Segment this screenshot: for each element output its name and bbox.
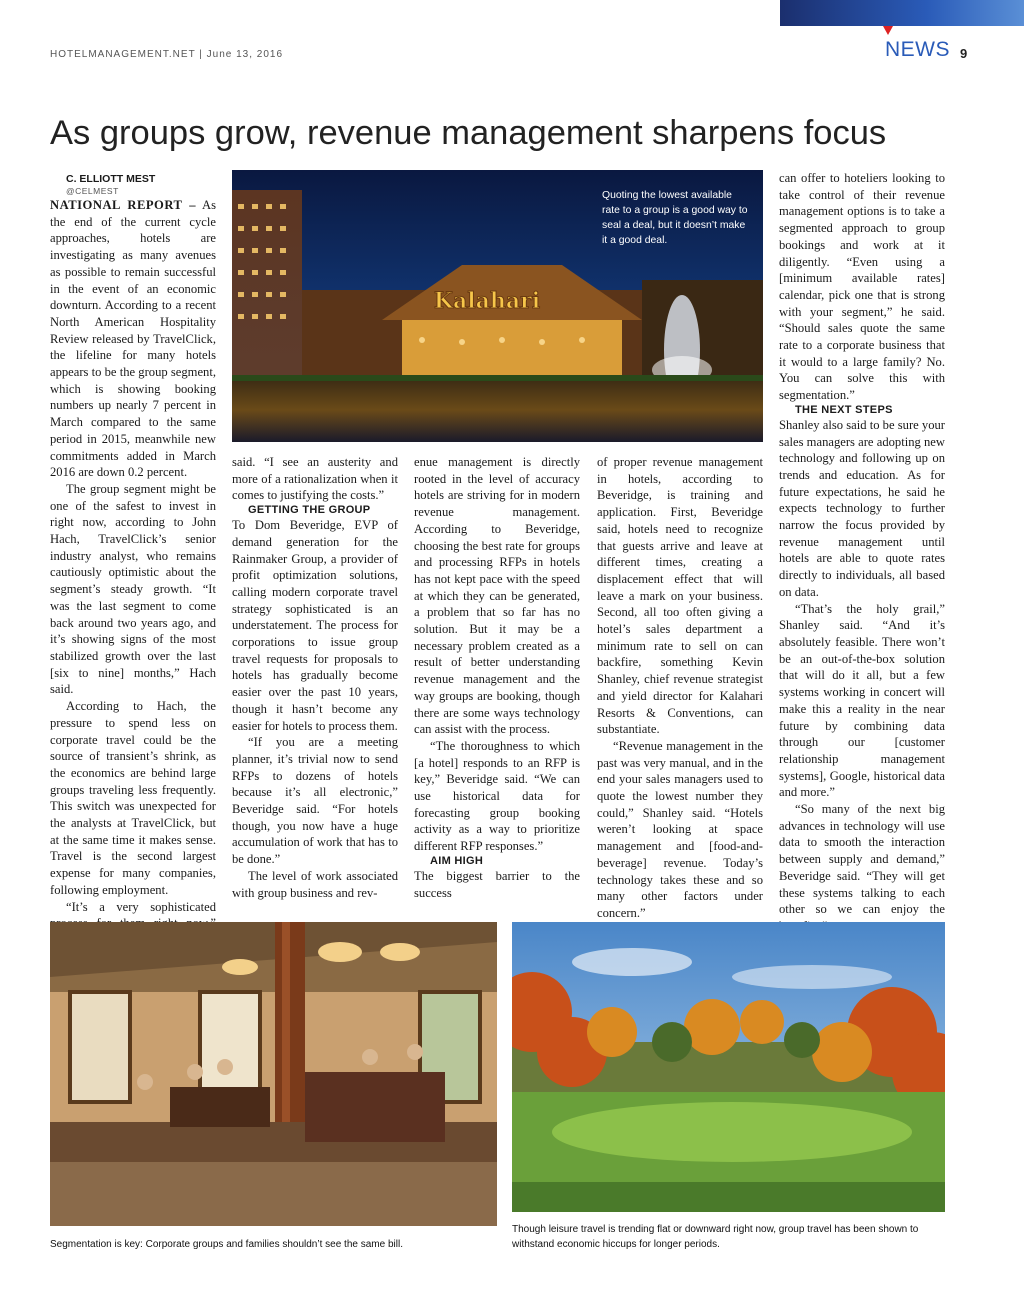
article-column-1 (50, 173, 216, 949)
paragraph: can offer to hoteliers looking to take control of their revenue management options is to take a segmented approach to group bookings and work at it diligently. “Even using a [minimum available rates] calendar, pick one that is strong with your segment,” he said. “Should sales quote the same rate to a corporate business that it would to a large family? No. You can solve this with segmentation.” (779, 171, 945, 403)
lounge-photo-image (50, 922, 497, 1226)
paragraph: To Dom Beveridge, EVP of demand generation for the Rainmaker Group, a provider of profit optimization solutions, calling modern corporate travel strategy sophisticated is an understatement. The process for corporations to issue group travel requests for proposals to hotels has gradually become easier over the past 10 years, though it hasn’t become any easier for hotels to process them. (232, 518, 398, 733)
paragraph: “The thoroughness to which [a hotel] responds to an RFP is key,” Beveridge said. “We can use historical data for forecasting group booking activity as a way to prioritize different RFP responses.” (414, 738, 580, 854)
section-label: NEWS (885, 38, 950, 61)
article-column-3 (414, 454, 580, 901)
dateline: NATIONAL REPORT – (50, 198, 197, 212)
paragraph: According to Hach, the pressure to spend less on corporate travel could be the source of transient’s shrink, as the economics are behind large groups traveling less frequently. This switch was unexpected for the analysts at TravelClick, but at the same time it makes sense. Travel is the second largest expense for many companies, following employment. (50, 699, 216, 897)
paragraph (779, 801, 945, 937)
closing-text: “So many of the next big advances in technology will use data to smooth the interaction between supply and demand,” Beveridge said. “They will get these systems talking to each other so we can enjoy the (779, 802, 945, 917)
lead-text: As the end of the current cycle approaches, hotels are investigating as many avenues as possible to remain successful in the event of an economic downturn. According to a recent North American Hospitality Review released by TravelClick, the lifeline for many hotels appears to be the group segment, which is showing booking numbers up nearly 7 percent in March compared to the same period in 2015, meanwhile new commitments added in March 2016 are down 0.2 percent. (50, 198, 216, 480)
lounge-photo-caption: Segmentation is key: Corporate groups and families shouldn’t see the same bill. (50, 1239, 403, 1250)
golf-photo-caption: Though leisure travel is trending flat or downward right now, group travel has been shown to withstand economic hiccups for longer periods. (512, 1224, 919, 1250)
golf-photo (512, 922, 945, 1212)
lead-paragraph (50, 197, 216, 481)
paragraph: enue management is directly rooted in the level of accuracy hotels are striving for in modern revenue management. According to Beveridge, choosing the best rate for groups and processing RFPs in hotels has not kept pace with the speed at which they can be generated, a problem that so far has no solution. But it may be a necessary problem created as a result of better understanding revenue management and the way groups are booking, though there are some ways technology can assist with the process. (414, 455, 580, 737)
golf-photo-image (512, 922, 945, 1212)
paragraph: The group segment might be one of the safest to invest in right now, according to John Hach, TravelClick’s senior industry analyst, who remains cautiously optimistic about the segment’s steady growth. “It was the last segment to come back around two years ago, and it’s showing signs of the most stabilized growth over the last [six to nine] months,” Hach said. (50, 481, 216, 697)
paragraph: “That’s the holy grail,” Shanley said. “And it’s absolutely feasible. There won’t be an out-of-the-box solution that will do it all, but a few systems working in concert will make this a reality in the near future by combining data through our [customer relationship management systems], Google, historical data and more.” (779, 601, 945, 800)
paragraph: “Revenue management in the past was very manual, and in the end your sales managers used to quote the lowest number they could,” Shanley said. “Hotels weren’t looking at space management and [food-and-beverage] revenue. Today’s technology takes these and so many other factors under concern.” (597, 738, 763, 920)
folio-line: HOTELMANAGEMENT.NET | June 13, 2016 (50, 49, 284, 60)
kalahari-sign: Kalahari (433, 288, 541, 314)
header-color-band (780, 0, 1024, 26)
page-number: 9 (960, 46, 968, 61)
article-headline: As groups grow, revenue management sharpens focus (50, 114, 887, 152)
section-marker-icon (883, 26, 893, 35)
subhead-getting-the-group: GETTING THE GROUP (248, 504, 371, 517)
paragraph: “It’s a very sophisticated (66, 899, 216, 914)
paragraph: of proper revenue management in hotels, according to Beveridge, is training and application. First, Beveridge said, hotels need to recognize that guests arrive and leave at different times, creating a displacement effect that will leave a mark on your business. Second, all too often giving a hotel’s sales department a minimum rate to sell on can backfire, something Kevin Shanley, chief revenue strategist and yield director for Kalahari Resorts & Conventions, can substantiate. (597, 455, 763, 737)
paragraph: The level of work associated with group business and rev- (232, 868, 398, 900)
author-name: C. ELLIOTT MEST (66, 173, 156, 185)
subhead-aim-high: AIM HIGH (430, 854, 484, 867)
paragraph: said. “I see an austerity and more of a rationalization when it comes to justifying the costs.” (232, 455, 398, 503)
paragraph: Shanley also said to be sure your sales managers are adopting new technology and following up on trends and education. As for future expectations, he said he expects technology to further narrow the focus provided by revenue management until hotels are able to quote rates directly to individuals, all based on data. (779, 417, 945, 599)
hotel-photo-caption: Quoting the lowest available rate to a group is a good way to seal a deal, but it doesn’t make it a good deal. (602, 190, 748, 246)
author-handle: @CELMEST (66, 186, 119, 196)
paragraph: “If you are a meeting planner, it’s trivial now to send RFPs to dozens of hotels because it’s all electronic,” Beveridge said. “For hotels though, you now have a huge accumulation of work that has to be done.” (232, 735, 398, 867)
subhead-the-next-steps: THE NEXT STEPS (795, 403, 893, 416)
article-column-4 (597, 454, 763, 938)
article-column-2 (232, 454, 398, 901)
article-column-5 (779, 170, 945, 937)
lounge-photo (50, 922, 497, 1226)
paragraph: The biggest barrier to the success (414, 868, 580, 900)
